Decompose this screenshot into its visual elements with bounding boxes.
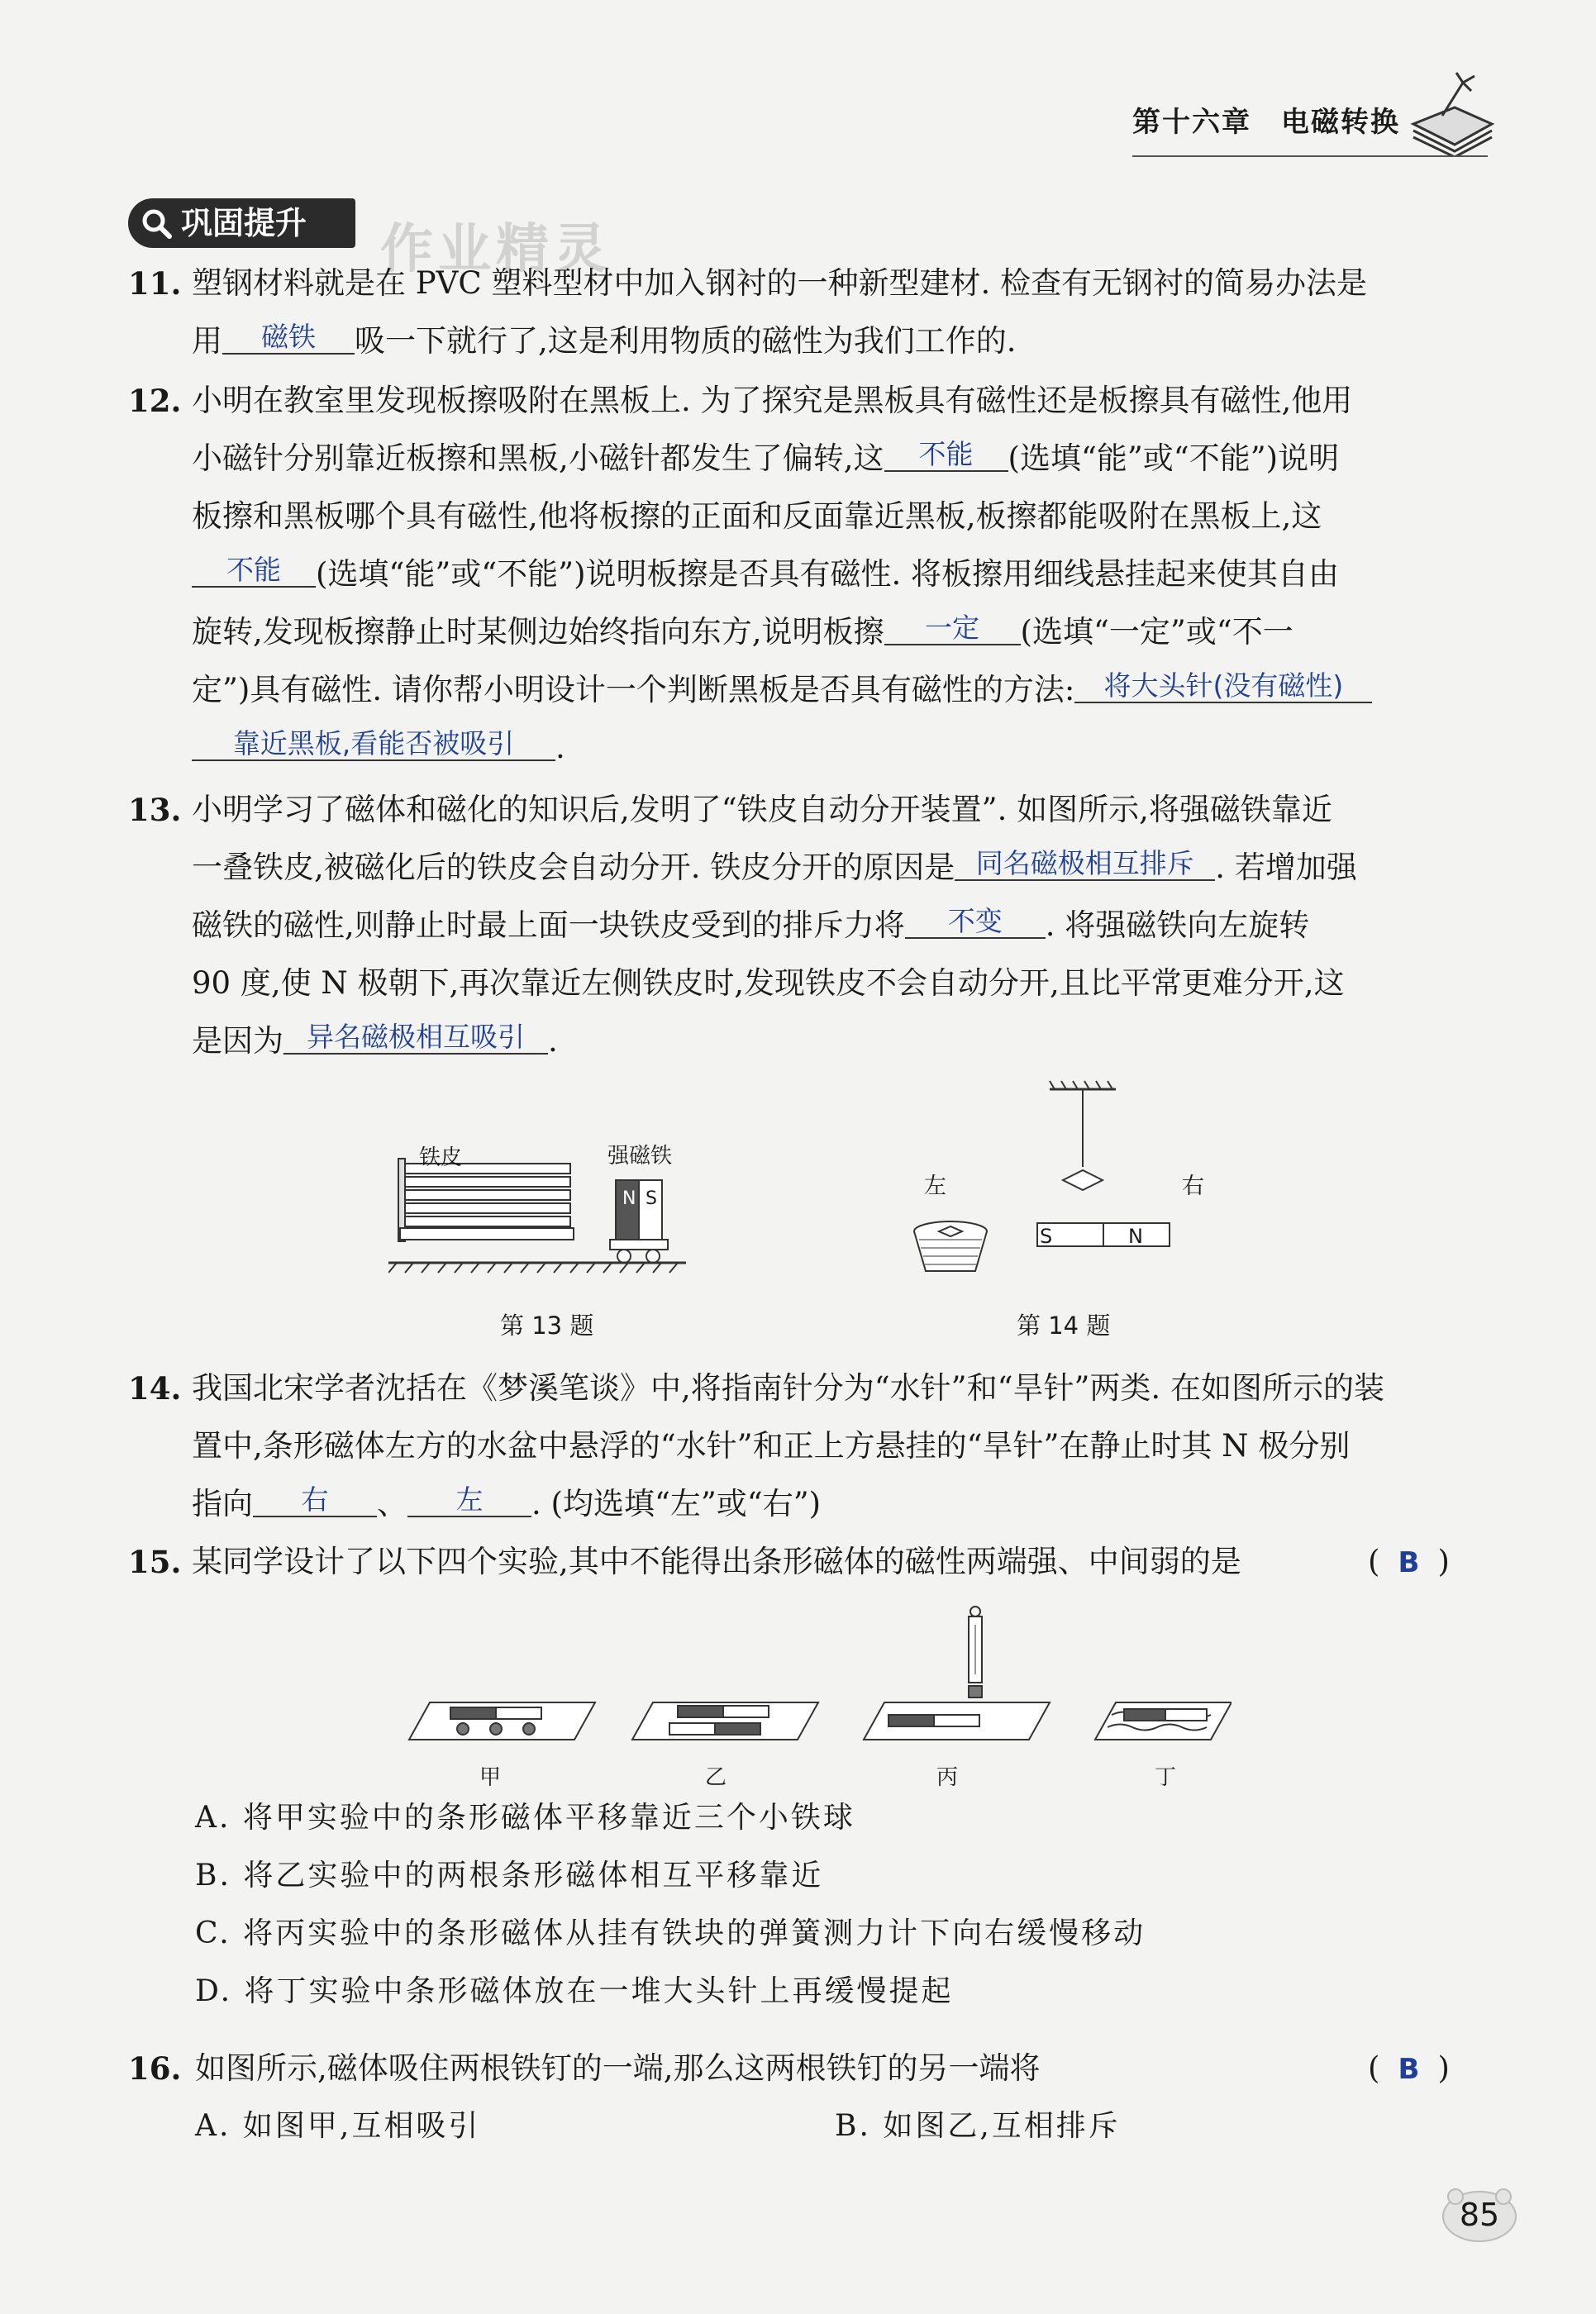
q15-stem: 某同学设计了以下四个实验,其中不能得出条形磁体的磁性两端强、中间弱的是: [192, 1544, 1241, 1579]
q12-line4: 不能 (选填“能”或“不能”)说明板擦是否具有磁性. 将板擦用细线悬挂起来使其自由: [192, 554, 1339, 595]
q16-option-b: B. 如图乙,互相排斥: [835, 2109, 1121, 2143]
q16-stem: 如图所示,磁体吸住两根铁钉的一端,那么这两根铁钉的另一端将: [195, 2050, 1041, 2086]
q12-line5: 旋转,发现板擦静止时某侧边始终指向东方,说明板擦 一定 (选填“一定”或“不一: [192, 612, 1293, 650]
q16-option-a: A. 如图甲,互相吸引: [195, 2109, 481, 2143]
q11-number: 11.: [128, 265, 182, 302]
cart: [610, 1240, 668, 1250]
fig13-pole-s: S: [646, 1188, 657, 1209]
q13-line1: 小明学习了磁体和磁化的知识后,发明了“铁皮自动分开装置”. 如图所示,将强磁铁靠近: [192, 792, 1332, 827]
q12-number: 12.: [128, 383, 182, 419]
q14-line3: 指向 右 、 左 . (均选填“左”或“右”): [192, 1483, 822, 1521]
q12-line6: 定”)具有磁性. 请你帮小明设计一个判断黑板是否具有磁性的方法: 将大头针(没有磁性): [192, 669, 1372, 711]
q13-answer-3: 异名磁极相互吸引: [283, 1021, 548, 1055]
q11-line2: 用 磁铁 吸一下就行了,这是利用物质的磁性为我们工作的.: [192, 321, 1017, 359]
q16-answer: B: [1398, 2053, 1420, 2086]
section-label: 巩固提升: [181, 205, 307, 241]
section-badge: [128, 198, 355, 248]
books-icon: [1405, 66, 1496, 157]
magnifier-icon: [141, 208, 173, 240]
q14-line1: 我国北宋学者沈括在《梦溪笔谈》中,将指南针分为“水针”和“旱针”两类. 在如图所示的装: [192, 1370, 1384, 1406]
q13-answer-1: 同名磁极相互排斥: [955, 848, 1215, 881]
header-rule: [1132, 155, 1488, 157]
chapter-header: [1132, 99, 1400, 140]
q15-fig-label-bing: 丙: [936, 1765, 959, 1790]
fig13-caption: 第 13 题: [500, 1312, 594, 1340]
q14-line2: 置中,条形磁体左方的水盆中悬浮的“水针”和正上方悬挂的“旱针”在静止时其 N 极分别: [192, 1428, 1351, 1464]
q12-answer-2: 不能: [192, 555, 316, 588]
q13-line2: 一叠铁皮,被磁化后的铁皮会自动分开. 铁皮分开的原因是 同名磁极相互排斥 . 若增加强: [192, 847, 1357, 885]
q13-number: 13.: [128, 792, 182, 828]
q16-answer-paren: ( B ): [1368, 2048, 1450, 2090]
fig13-label-sheets: 铁皮: [419, 1145, 463, 1170]
fig14-left: 左: [924, 1174, 946, 1199]
q12-line3: 板擦和黑板哪个具有磁性,他将板擦的正面和反面靠近黑板,板擦都能吸附在黑板上,这: [192, 498, 1322, 534]
fig14-caption: 第 14 题: [1017, 1312, 1111, 1340]
fig14-pole-s: S: [1040, 1225, 1053, 1248]
q15-answer-paren: ( B ): [1368, 1541, 1450, 1583]
q12-line1: 小明在教室里发现板擦吸附在黑板上. 为了探究是黑板具有磁性还是板擦具有磁性,他用: [192, 383, 1353, 418]
q14-answer-2: 左: [407, 1484, 531, 1517]
q15-fig-label-yi: 乙: [705, 1765, 727, 1790]
chapter-title: 电磁转换: [1281, 106, 1400, 139]
q11-line1: 塑钢材料就是在 PVC 塑料型材中加入钢衬的一种新型建材. 检查有无钢衬的简易办法是: [192, 265, 1367, 301]
q15-number: 15.: [128, 1544, 182, 1580]
chapter-number: 第十六章: [1132, 106, 1251, 139]
q14-number: 14.: [128, 1370, 182, 1407]
q15-option-a: A. 将甲实验中的条形磁体平移靠近三个小铁球: [195, 1801, 855, 1835]
q12-answer-5: 靠近黑板,看能否被吸引: [192, 728, 555, 761]
fig14-pole-n: N: [1128, 1225, 1143, 1248]
q15-option-b: B. 将乙实验中的两根条形磁体相互平移靠近: [195, 1859, 824, 1893]
q14-answer-1: 右: [253, 1484, 377, 1517]
q12-answer-3: 一定: [884, 612, 1021, 645]
q13-line5: 是因为 异名磁极相互吸引 .: [192, 1021, 558, 1059]
q12-answer-1: 不能: [884, 439, 1008, 472]
q12-line2: 小磁针分别靠近板擦和黑板,小磁针都发生了偏转,这 不能 (选填“能”或“不能”)说明: [192, 438, 1340, 476]
q13-answer-2: 不变: [905, 906, 1046, 939]
q16-number: 16.: [128, 2050, 182, 2087]
q15-answer: B: [1398, 1546, 1420, 1579]
q15-figures: [405, 1603, 1232, 1752]
iron-sheets: [405, 1164, 570, 1226]
q15-option-c: C. 将丙实验中的条形磁体从挂有铁块的弹簧测力计下向右缓慢移动: [195, 1916, 1146, 1950]
q13-line4: 90 度,使 N 极朝下,再次靠近左侧铁皮时,发现铁皮不会自动分开,且比平常更难分开,这: [192, 965, 1345, 1001]
fig14-right: 右: [1182, 1174, 1204, 1199]
q15-option-d: D. 将丁实验中条形磁体放在一堆大头针上再缓慢提起: [195, 1974, 954, 2008]
fig13-label-magnet: 强磁铁: [607, 1144, 673, 1169]
q11-answer-1: 磁铁: [222, 321, 355, 355]
q13-line3: 磁铁的磁性,则静止时最上面一块铁皮受到的排斥力将 不变 . 将强磁铁向左旋转: [192, 905, 1310, 943]
page-number: 85: [1459, 2197, 1500, 2233]
q15-fig-label-ding: 丁: [1155, 1765, 1177, 1790]
dry-needle: [1063, 1170, 1103, 1190]
watermark: 作业精灵: [380, 219, 612, 280]
q12-line7: 靠近黑板,看能否被吸引 .: [192, 727, 565, 769]
q12-answer-4: 将大头针(没有磁性): [1074, 670, 1372, 703]
q15-fig-label-jia: 甲: [479, 1765, 502, 1790]
fig13-pole-n: N: [622, 1188, 636, 1209]
